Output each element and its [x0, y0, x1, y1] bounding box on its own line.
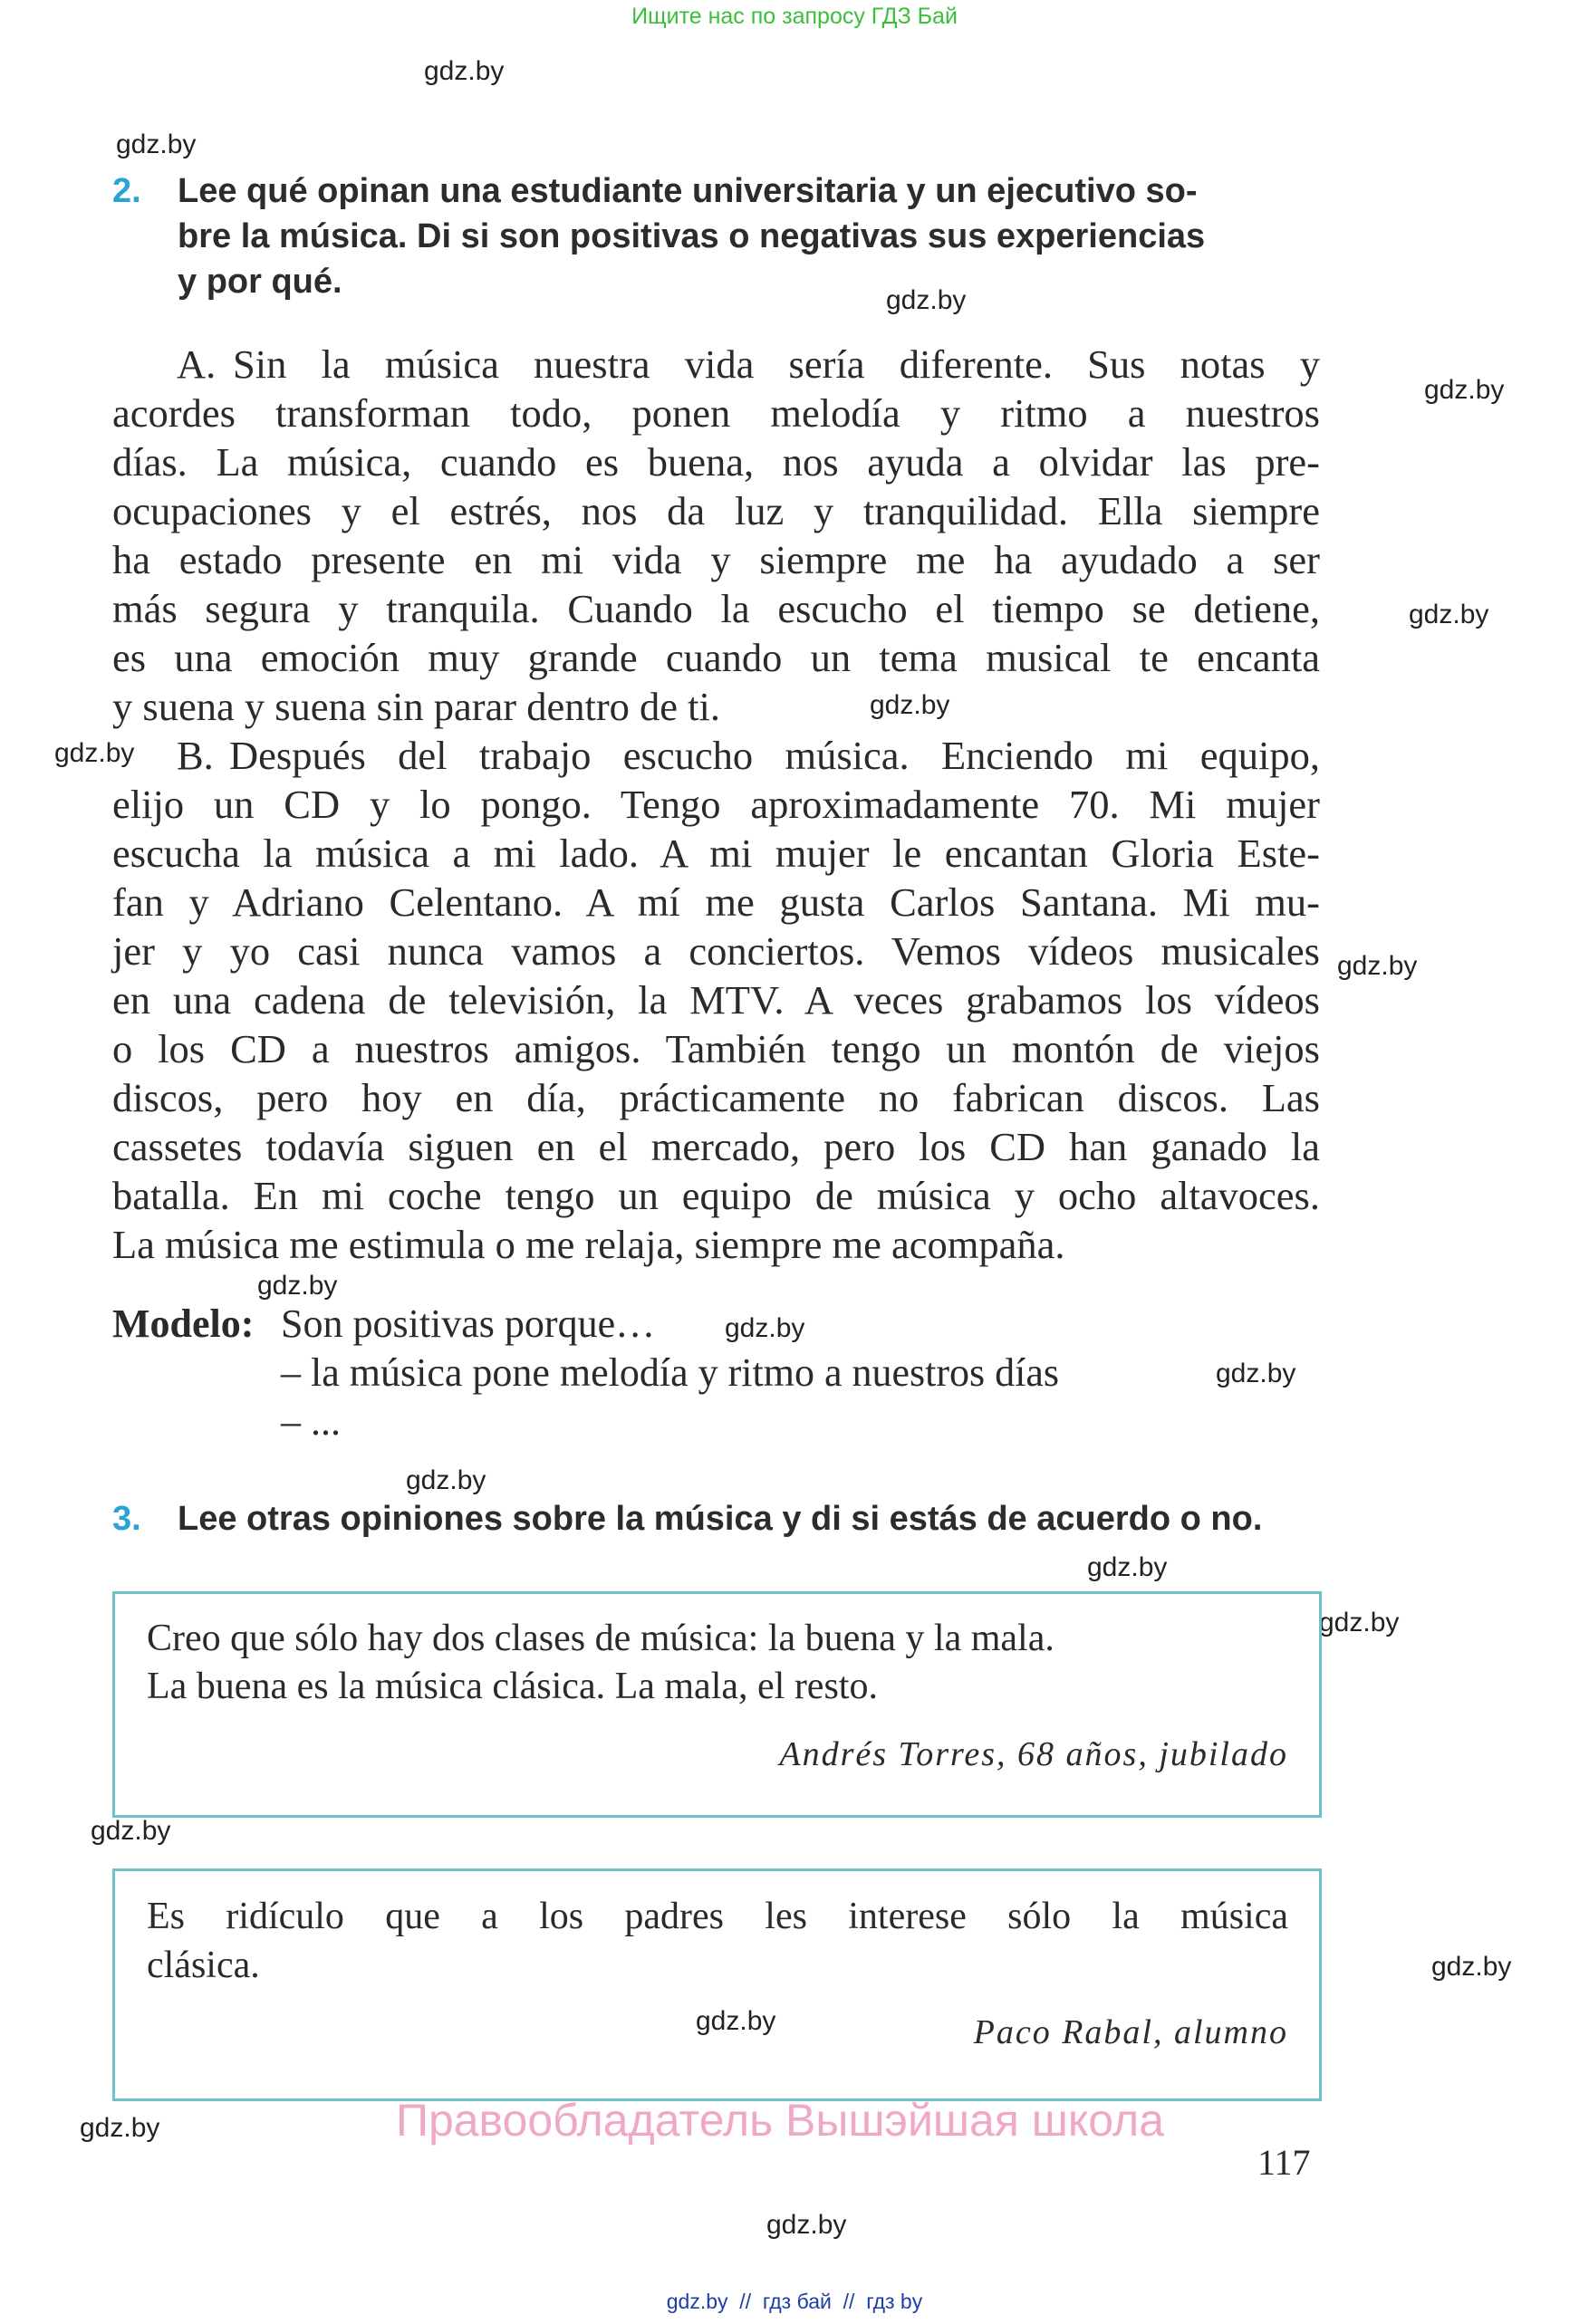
watermark: gdz.by: [725, 1313, 805, 1343]
text-b-line-7: o los CD a nuestros amigos. También tengo un montón de viejos: [112, 1026, 1320, 1071]
watermark: gdz.by: [91, 1816, 171, 1846]
watermark: gdz.by: [54, 738, 135, 768]
watermark: gdz.by: [116, 130, 197, 159]
footer-links[interactable]: gdz.by // гдз бай // гдз by: [666, 2290, 923, 2313]
watermark: gdz.by: [766, 2210, 847, 2240]
text-b-label: B.: [177, 733, 214, 778]
text-a-line-7: es una emoción muy grande cuando un tema musical te encanta: [112, 635, 1320, 680]
text-b-line-3: escucha la música a mi lado. A mi mujer le encantan Gloria Este-: [112, 831, 1320, 876]
watermark: gdz.by: [406, 1465, 486, 1495]
text-a-line-3: días. La música, cuando es buena, nos ayuda a olvidar las pre-: [112, 439, 1320, 485]
watermark: gdz.by: [1319, 1608, 1400, 1637]
text-b-line-1: Después del trabajo escucho música. Enciendo mi equipo,: [229, 733, 1320, 778]
watermark: gdz.by: [80, 2113, 160, 2143]
quote-2-author: Paco Rabal, alumno: [973, 2013, 1288, 2051]
text-a-line-1: Sin la música nuestra vida sería diferente. Sus notas y: [233, 341, 1320, 387]
modelo-item-2: – ...: [281, 1399, 341, 1444]
exercise-2-heading-line-3: y por qué.: [178, 263, 342, 301]
modelo-item-1: – la música pone melodía y ritmo a nuestros días: [281, 1350, 1060, 1395]
text-a-line-5: ha estado presente en mi vida y siempre me ha ayudado a ser: [112, 537, 1320, 582]
watermark: gdz.by: [257, 1271, 338, 1301]
watermark: gdz.by: [424, 56, 505, 86]
modelo-label: Modelo:: [112, 1301, 255, 1346]
text-a-line-6: más segura y tranquila. Cuando la escucho el tiempo se detiene,: [112, 586, 1320, 631]
quote-2-line-2: clásica.: [147, 1945, 260, 1986]
quote-2-line-1: Es ridículo que a los padres les interese sólo la música: [147, 1896, 1288, 1937]
text-a-line-4: ocupaciones y el estrés, nos da luz y tranquilidad. Ella siempre: [112, 488, 1320, 533]
watermark: gdz.by: [886, 285, 967, 315]
watermark: gdz.by: [1087, 1552, 1168, 1582]
text-a-line-2: acordes transforman todo, ponen melodía y ritmo a nuestros: [112, 390, 1320, 436]
modelo-intro: Son positivas porque…: [281, 1301, 656, 1346]
watermark: gdz.by: [1424, 375, 1505, 405]
exercise-3-number: 3.: [112, 1500, 141, 1538]
text-b-line-10: batalla. En mi coche tengo un equipo de música y ocho altavoces.: [112, 1173, 1320, 1218]
exercise-3-heading: Lee otras opiniones sobre la música y di si estás de acuerdo o no.: [178, 1500, 1263, 1538]
text-b-line-11: La música me estimula o me relaja, siempre me acompaña.: [112, 1222, 1065, 1267]
text-b-line-6: en una cadena de televisión, la MTV. A veces grabamos los vídeos: [112, 977, 1320, 1023]
exercise-2-number: 2.: [112, 172, 141, 210]
text-a-line-8: y suena y suena sin parar dentro de ti.: [112, 684, 720, 729]
quote-1-line-2: La buena es la música clásica. La mala, el resto.: [147, 1666, 878, 1707]
quote-1-author: Andrés Torres, 68 años, jubilado: [779, 1735, 1288, 1773]
text-b-line-2: elijo un CD y lo pongo. Tengo aproximadamente 70. Mi mujer: [112, 782, 1320, 827]
watermark: gdz.by: [1431, 1952, 1512, 1982]
text-a-label: A.: [177, 341, 217, 387]
exercise-2-heading-line-2: bre la música. Di si son positivas o negativas sus experiencias: [178, 217, 1206, 255]
watermark: gdz.by: [1337, 951, 1418, 981]
watermark: gdz.by: [696, 2006, 776, 2036]
text-b-line-5: jer y yo casi nunca vamos a conciertos. Vemos vídeos musicales: [112, 928, 1320, 974]
text-b-line-9: cassetes todavía siguen en el mercado, pero los CD han ganado la: [112, 1124, 1320, 1169]
text-b-line-4: fan y Adriano Celentano. A mí me gusta Carlos Santana. Mi mu-: [112, 879, 1320, 925]
watermark: gdz.by: [1216, 1359, 1296, 1388]
exercise-2-heading-line-1: Lee qué opinan una estudiante universitaria y un ejecutivo so-: [178, 172, 1198, 210]
quote-1-line-1: Creo que sólo hay dos clases de música: la buena y la mala.: [147, 1618, 1055, 1659]
watermark: gdz.by: [870, 690, 950, 720]
copyright-notice: Правообладатель Вышэйшая школа: [396, 2095, 1164, 2146]
text-b-line-8: discos, pero hoy en día, prácticamente no fabrican discos. Las: [112, 1075, 1320, 1120]
top-banner: Ищите нас по запросу ГДЗ Бай: [631, 4, 958, 29]
page-number: 117: [1257, 2142, 1311, 2183]
watermark: gdz.by: [1409, 600, 1489, 629]
